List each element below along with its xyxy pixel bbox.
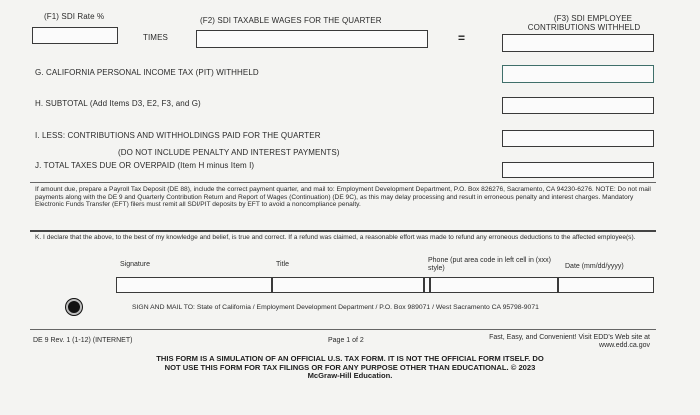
payment-notice: If amount due, prepare a Payroll Tax Deposit (DE 88), include the correct payment quarter, and mail to: Employment Development Department, P.O. Box 826276, Sacramento, CA 94230-6276. NOTE: Do not mail payments along with the DE 9 and Quarterly Contribution Return and Report of Wages (Continuation) (DE 9C), as this may delay processing and result in erroneous penalty and interest charges. Mandatory Electronic Funds Transfer (EFT) filers must remit all SDI/PIT deposits by EFT to avoid a noncompliance penalty. [35,186,651,209]
g-pit-withheld-input[interactable] [502,65,654,83]
web-promo [452,334,650,350]
selected-radio-button[interactable] [66,299,82,315]
date-label: Date (mm/dd/yyyy) [565,263,624,270]
h-subtotal-input[interactable] [502,97,654,114]
f1-label: (F1) SDI Rate % [44,12,105,21]
i-sublabel: (DO NOT INCLUDE PENALTY AND INTEREST PAYMENTS) [118,148,340,157]
f1-sdi-rate-input[interactable] [32,27,118,44]
f3-contributions-input[interactable] [502,34,654,52]
disclaimer-line3: McGraw-Hill Education. [307,371,393,381]
phone-label: Phone (put area code in left cell in (xxx) style) [428,257,551,272]
equals-sign: = [458,31,466,45]
h-label: H. SUBTOTAL (Add Items D3, E2, F3, and G) [35,99,201,108]
sign-mail-address: SIGN AND MAIL TO: State of California / Employment Development Department / P.O. Box 989071 / West Sacramento CA 95798-9071 [132,304,539,311]
i-paid-input[interactable] [502,130,654,147]
j-label: J. TOTAL TAXES DUE OR OVERPAID (Item H minus Item I) [35,161,255,170]
g-label: G. CALIFORNIA PERSONAL INCOME TAX (PIT) WITHHELD [35,68,259,77]
f2-taxable-wages-input[interactable] [196,30,428,48]
divider-top [30,182,656,183]
f2-label: (F2) SDI TAXABLE WAGES FOR THE QUARTER [200,16,382,25]
divider-footer [30,329,656,330]
disclaimer-line2: NOT USE THIS FORM FOR TAX FILINGS OR FOR ANY PURPOSE OTHER THAN EDUCATIONAL. © 2023 [164,362,536,372]
i-label: I. LESS: CONTRIBUTIONS AND WITHHOLDINGS PAID FOR THE QUARTER [35,131,321,140]
signature-input[interactable] [116,277,272,293]
form-revision: DE 9 Rev. 1 (1-12) (INTERNET) [33,337,133,344]
title-input[interactable] [272,277,424,293]
web-promo-line1: Fast, Easy, and Convenient! Visit EDD's Web site at [489,334,650,341]
disclaimer [100,355,600,381]
disclaimer-line1: THIS FORM IS A SIMULATION OF AN OFFICIAL U.S. TAX FORM. IT IS NOT THE OFFICIAL FORM ITSELF. DO [156,354,544,363]
page-number: Page 1 of 2 [328,337,364,344]
j-total-due-input[interactable] [502,162,654,178]
title-label: Title [276,261,289,268]
times-label: TIMES [143,33,168,42]
divider-declaration [30,230,656,232]
f3-label [527,14,648,32]
f3-label-line1: (F3) SDI EMPLOYEE [553,14,633,23]
signature-label: Signature [120,261,150,268]
date-input[interactable] [558,277,654,293]
phone-number-input[interactable] [430,277,558,293]
edd-website-link[interactable]: www.edd.ca.gov [599,342,650,349]
f3-label-line2: CONTRIBUTIONS WITHHELD [527,23,641,32]
k-declaration: K. I declare that the above, to the best of my knowledge and belief, is true and correct. If a refund was claimed, a reasonable effort was made to refund any erroneous deductions to the affected employee(s). [35,234,636,241]
